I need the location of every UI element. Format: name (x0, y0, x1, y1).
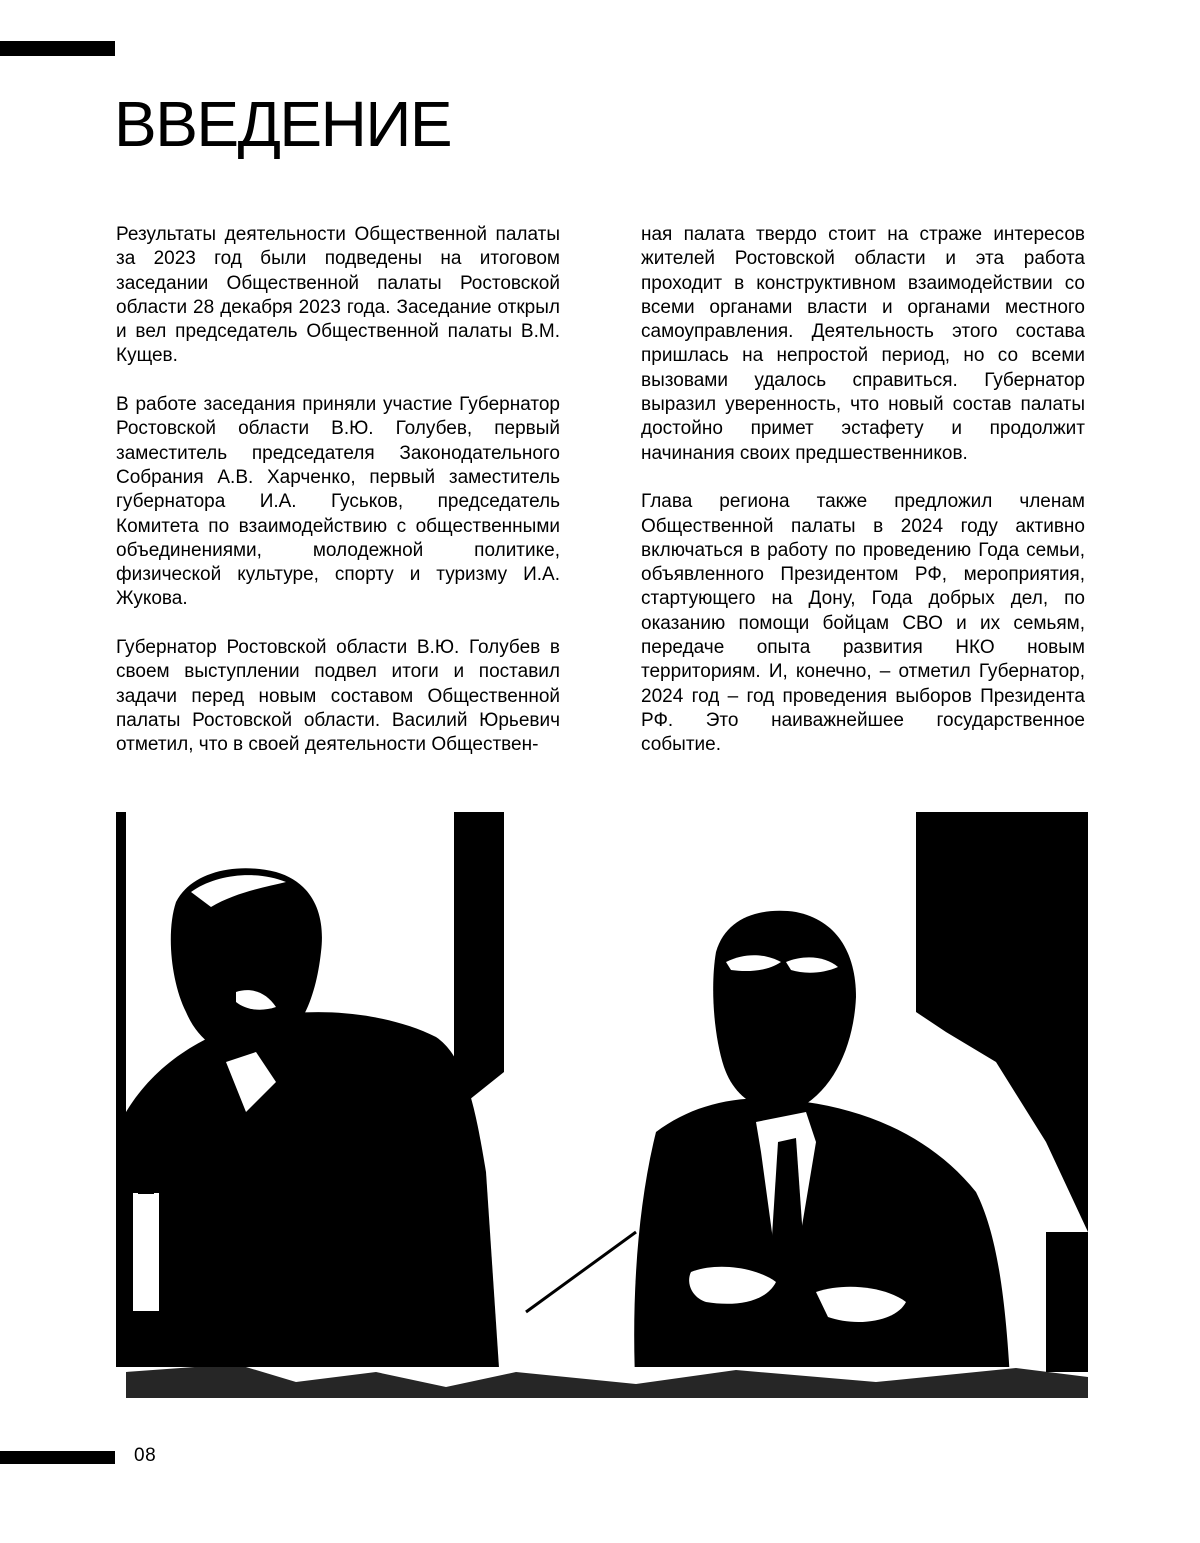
paragraph: Глава региона также предложил членам Общественной палаты в 2024 году активно включаться в работу по проведению Года семьи, объявленного Президентом РФ, мероприятия, стартующего на Дону, Года добрых дел, по оказанию помощи бойцам СВО и их семьям, передаче опыта развития НКО новым территориям. И, конечно, – отметил Губернатор, 2024 год – год проведения выборов Президента РФ. Это наиважнейшее государственное событие. (641, 491, 1085, 756)
paragraph: ная палата твердо стоит на страже интересов жителей Ростовской области и эта работа проходит в конструктивном взаимодействии со всеми органами власти и органами местного самоуправления. Деятельность этого состава пришлась на непростой период, но со всеми вызовами удалось справиться. Губернатор выразил уверенность, что новый состав палаты достойно примет эстафету и продолжит начинания своих предшественников. (641, 224, 1085, 464)
text-column-right (641, 223, 1085, 758)
page-number: 08 (134, 1445, 157, 1466)
top-accent-bar (0, 41, 115, 56)
meeting-photo (116, 812, 1088, 1398)
text-column-left (116, 223, 560, 758)
paragraph: В работе заседания приняли участие Губернатор Ростовской области В.Ю. Голубев, первый заместитель председателя Законодательного Собрания А.В. Харченко, первый заместитель губернатора И.А. Гуськов, председатель Комитета по взаимодействию с общественными объединениями, молодежной политике, физической культуре, спорту и туризму И.А. Жукова. (116, 394, 560, 610)
paragraph: Губернатор Ростовской области В.Ю. Голубев в своем выступлении подвел итоги и поставил задачи перед новым составом Общественной палаты Ростовской области. Василий Юрьевич отметил, что в своей деятельности Обществен- (116, 637, 560, 756)
paragraph: Результаты деятельности Общественной палаты за 2023 год были подведены на итоговом заседании Общественной палаты Ростовской области 28 декабря 2023 года. Заседание открыл и вел председатель Общественной палаты В.М. Кущев. (116, 224, 560, 367)
page-title: ВВЕДЕНИЕ (114, 88, 451, 160)
bottom-accent-bar (0, 1451, 115, 1464)
